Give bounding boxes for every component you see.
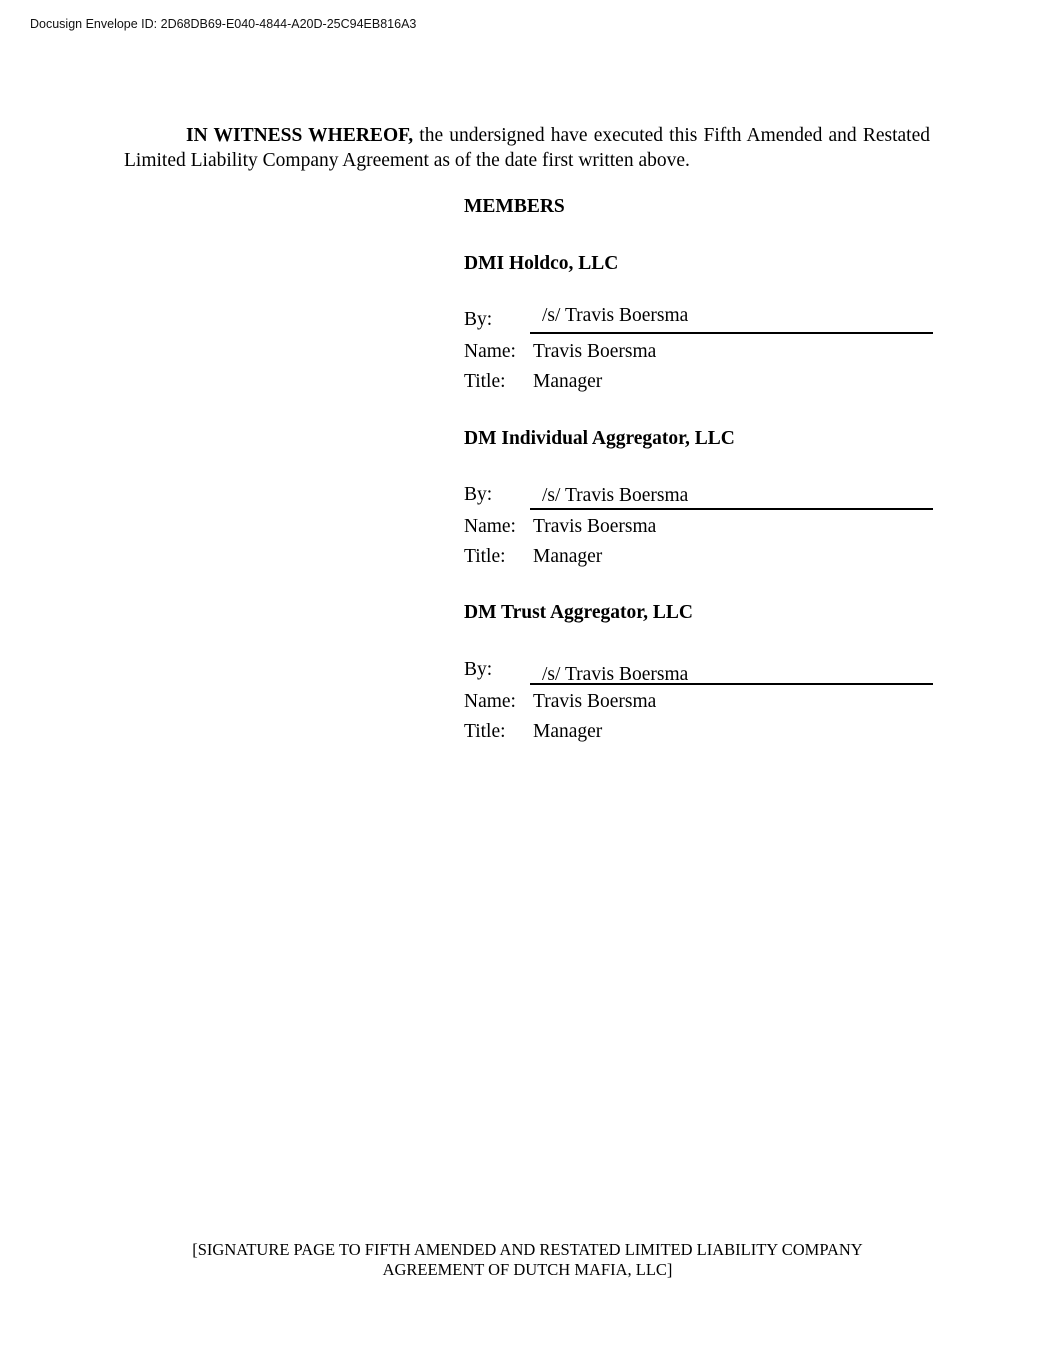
- footer-line-2: AGREEMENT OF DUTCH MAFIA, LLC]: [382, 1260, 673, 1279]
- page-footer: [100, 1240, 955, 1280]
- witness-paragraph: [124, 124, 930, 173]
- signature-value: /s/ Travis Boersma: [542, 305, 689, 326]
- title-label: Title:: [464, 721, 506, 742]
- name-value: Travis Boersma: [533, 691, 657, 712]
- entity-name: DM Individual Aggregator, LLC: [464, 428, 735, 449]
- witness-text: the undersigned have executed this Fifth Amended and Restated Limited Liability Company Agreement as of the date first written above.: [124, 125, 930, 171]
- signature-line: [530, 332, 933, 334]
- title-label: Title:: [464, 371, 506, 392]
- signature-line: [530, 508, 933, 510]
- envelope-id: Docusign Envelope ID: 2D68DB69-E040-4844-A20D-25C94EB816A3: [30, 17, 417, 31]
- entity-name: DM Trust Aggregator, LLC: [464, 602, 693, 623]
- by-label: By:: [464, 659, 493, 680]
- signature-value: /s/ Travis Boersma: [542, 664, 689, 685]
- name-label: Name:: [464, 516, 516, 537]
- by-label: By:: [464, 484, 493, 505]
- signature-line: [530, 683, 933, 685]
- name-label: Name:: [464, 691, 516, 712]
- footer-line-1: [SIGNATURE PAGE TO FIFTH AMENDED AND RESTATED LIMITED LIABILITY COMPANY: [192, 1240, 863, 1259]
- title-label: Title:: [464, 546, 506, 567]
- name-value: Travis Boersma: [533, 341, 657, 362]
- members-heading: MEMBERS: [464, 196, 565, 217]
- signature-value: /s/ Travis Boersma: [542, 485, 689, 506]
- title-value: Manager: [533, 546, 603, 567]
- title-value: Manager: [533, 371, 603, 392]
- witness-lead: IN WITNESS WHEREOF,: [186, 125, 414, 146]
- by-label: By:: [464, 309, 493, 330]
- entity-name: DMI Holdco, LLC: [464, 253, 619, 274]
- name-value: Travis Boersma: [533, 516, 657, 537]
- title-value: Manager: [533, 721, 603, 742]
- name-label: Name:: [464, 341, 516, 362]
